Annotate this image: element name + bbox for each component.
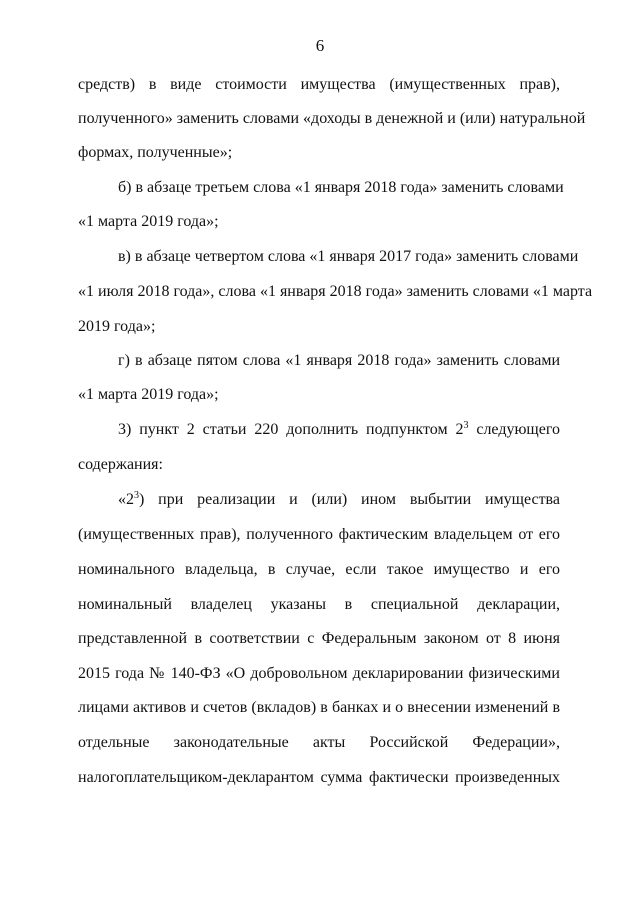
superscript: 3 [134,490,139,501]
text-segment: ) при реализации и (или) ином выбытии имущества [139,491,560,508]
superscript: 3 [463,420,469,431]
text-segment: 3) пункт 2 статьи 220 дополнить подпунктом 2 [118,421,464,438]
text-line: в) в абзаце четвертом слова «1 января 2017 года» заменить словами [118,248,579,265]
text-line: лицами активов и счетов (вкладов) в банках и о внесении изменений в [78,699,560,716]
text-line: (имущественных прав), полученного фактическим владельцем от его [78,526,560,543]
text-line: «1 марта 2019 года»; [78,213,219,230]
text-line: г) в абзаце пятом слова «1 января 2018 года» заменить словами [118,352,560,369]
text-line: номинального владельца, в случае, если такое имущество и его [78,561,560,578]
text-line [118,420,560,440]
text-line: полученного» заменить словами «доходы в денежной и (или) натуральной [78,110,586,127]
text-line: «1 марта 2019 года»; [78,386,219,403]
text-line: содержания: [78,456,163,473]
text-line: налогоплательщиком-декларантом сумма фактически произведенных [78,769,560,786]
text-line: отдельные законодательные акты Российской Федерации», [78,734,560,751]
text-line [118,490,560,510]
text-line: 2015 года № 140-ФЗ «О добровольном декларировании физическими [78,665,560,682]
text-line: средств) в виде стоимости имущества (имущественных прав), [78,76,560,93]
text-line: представленной в соответствии с Федеральным законом от 8 июня [78,630,560,647]
text-line: 2019 года»; [78,318,156,335]
text-line: «1 июля 2018 года», слова «1 января 2018 года» заменить словами «1 марта [78,283,593,300]
page-number: 6 [315,36,325,55]
text-segment: следующего [468,421,560,438]
text-line: формах, полученные»; [78,144,233,161]
text-line: номинальный владелец указаны в специальной декларации, [78,596,560,613]
text-line: б) в абзаце третьем слова «1 января 2018 года» заменить словами [118,179,564,196]
text-segment: «2 [118,491,134,508]
